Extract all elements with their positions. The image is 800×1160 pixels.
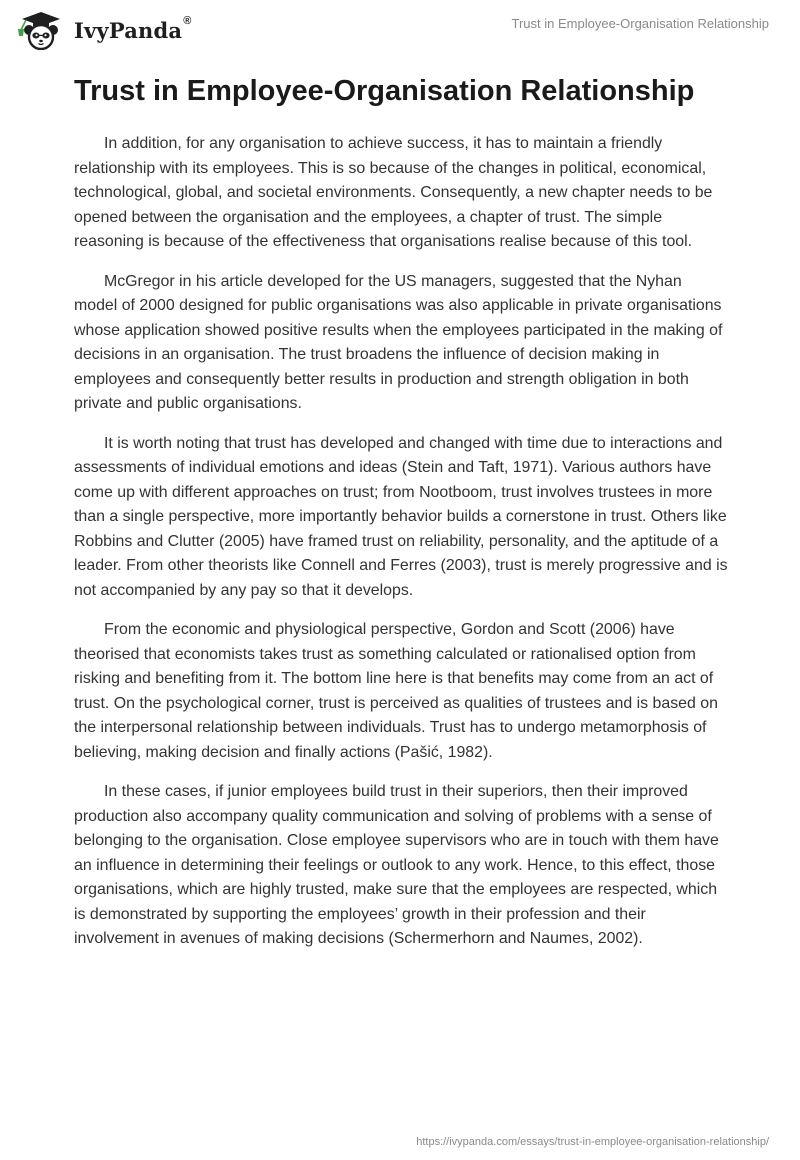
article-paragraph-5: In these cases, if junior employees build trust in their superiors, then their improved production also accompany quality communication and solving of problems with a sense of belonging to the organisation. Close employee supervisors who are in touch with them have an influence in determining their feelings or outlook to any work. Hence, to this effect, those organisations, which are highly trusted, make sure that the employees are respected, which is demonstrated by supporting the employees’ growth in their profession and their involvement in avenues of making decisions (Schermerhorn and Naumes, 2002). [74, 783, 719, 947]
article-paragraph-3: It is worth noting that trust has developed and changed with time due to interactions and assessments of individual emotions and ideas (Stein and Taft, 1971). Various authors have come up with different approaches on trust; from Nootboom, trust involves trustees in more than a single perspective, more importantly behavior builds a cornerstone in trust. Others like Robbins and Clutter (2005) have framed trust on reliability, personality, and the aptitude of a leader. From other theorists like Connell and Ferres (2003), trust is merely progressive and is not accompanied by any pay so that it develops. [74, 434, 728, 599]
panda-graduation-cap-icon [14, 10, 68, 50]
footer-source-url[interactable]: https://ivypanda.com/essays/trust-in-employee-organisation-relationship/ [416, 1136, 769, 1148]
header-doc-title: Trust in Employee-Organisation Relationship [511, 16, 769, 31]
page-header [0, 0, 800, 64]
brand-logo[interactable] [14, 10, 191, 50]
article-paragraph-1: In addition, for any organisation to achieve success, it has to maintain a friendly relationship with its employees. This is so because of the changes in political, economical, technological, global, and societal environments. Consequently, a new chapter needs to be opened between the organisation and the employees, a chapter of trust. The simple reasoning is because of the effectiveness that organisations realise because of this tool. [74, 135, 713, 250]
article-paragraph-4: From the economic and physiological perspective, Gordon and Scott (2006) have theorised that economists takes trust as something calculated or rationalised option from risking and benefiting from it. The bottom line here is that benefits may come from an act of trust. On the psychological corner, trust is perceived as qualities of trustees and is based on the interpersonal relationship between individuals. Trust has to undergo metamorphosis of believing, making decision and finally actions (Pašić, 1982). [74, 621, 718, 761]
page-title: Trust in Employee-Organisation Relationship [74, 75, 695, 107]
registered-mark: ® [183, 15, 192, 27]
brand-name: IvyPanda [74, 17, 183, 43]
article-paragraph-2: McGregor in his article developed for the US managers, suggested that the Nyhan model of 2000 designed for public organisations was also applicable in private organisations whose application showed positive results when the employees participated in the making of decisions in an organisation. The trust broadens the influence of decision making in employees and consequently better results in production and strength obligation in both private and public organisations. [74, 272, 723, 412]
article-body [74, 132, 729, 967]
